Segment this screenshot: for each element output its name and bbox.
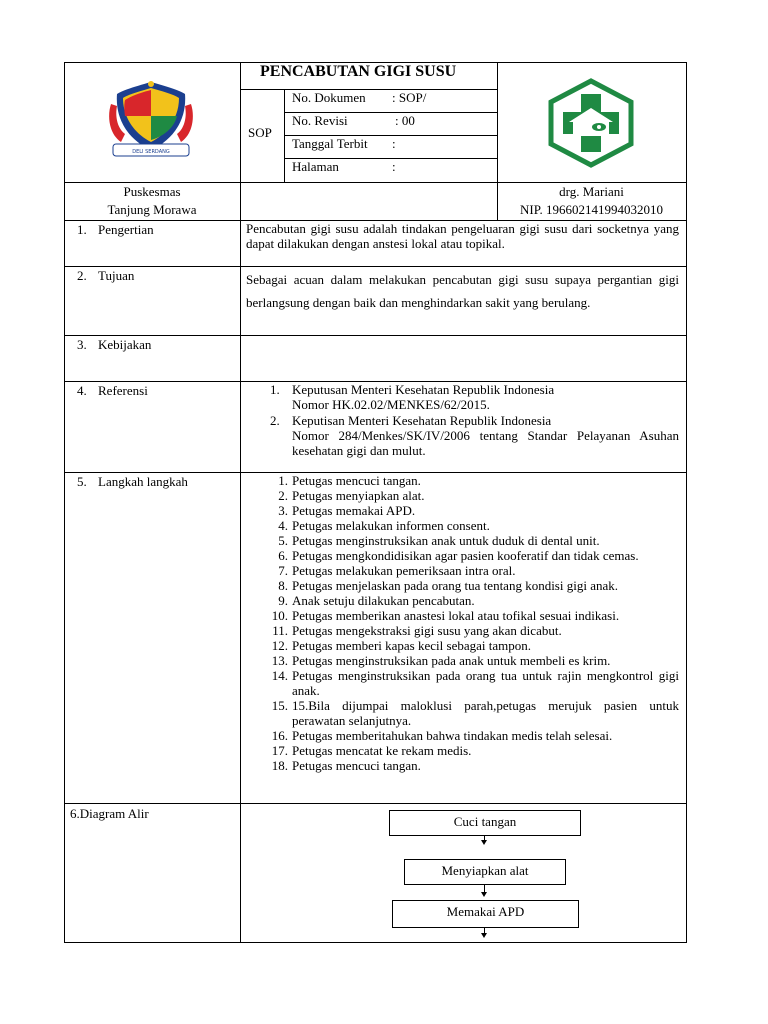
langkah-step-num: 11. xyxy=(272,623,288,638)
langkah-step-num: 18. xyxy=(271,758,288,773)
langkah-step-text: Petugas melakukan informen consent. xyxy=(292,518,490,533)
section-pengertian-label: Pengertian xyxy=(98,222,154,237)
field-no-dokumen-label: No. Dokumen xyxy=(292,90,366,105)
flow-box-cuci-tangan: Cuci tangan xyxy=(389,810,581,836)
referensi-item-1-line1: Keputusan Menteri Kesehatan Republik Indonesia xyxy=(292,382,555,397)
field-no-revisi-value: : 00 xyxy=(395,113,415,128)
field-tanggal-terbit-value: : xyxy=(392,136,396,151)
langkah-step-num: 15. xyxy=(271,698,288,713)
langkah-step xyxy=(268,638,679,653)
langkah-step-num: 8. xyxy=(278,578,288,593)
langkah-step-num: 1. xyxy=(278,473,288,488)
langkah-step-text: Petugas memberitahukan bahwa tindakan medis telah selesai. xyxy=(292,728,613,743)
langkah-step-num: 10. xyxy=(271,608,288,623)
langkah-step-num: 2. xyxy=(278,488,288,503)
section-kebijakan-label: Kebijakan xyxy=(98,337,152,352)
section-kebijakan-num: 3. xyxy=(77,337,87,352)
section-referensi-num: 4. xyxy=(77,383,87,398)
section-langkah-num: 5. xyxy=(77,474,87,489)
langkah-step-text: Petugas memakai APD. xyxy=(292,503,416,518)
langkah-step xyxy=(268,623,679,638)
langkah-list xyxy=(268,473,679,773)
langkah-step-text: Petugas mengekstraksi gigi susu yang akan dicabut. xyxy=(292,623,562,638)
langkah-step-text: Petugas mengkondidisikan agar pasien kooferatif dan tidak cemas. xyxy=(292,548,639,563)
section-tujuan-label: Tujuan xyxy=(98,268,135,283)
langkah-step-num: 6. xyxy=(278,548,288,563)
org-name-line2: Tanjung Morawa xyxy=(107,202,197,217)
langkah-step-num: 17. xyxy=(271,743,288,758)
langkah-step-num: 14. xyxy=(271,668,288,683)
langkah-step xyxy=(268,518,679,533)
border-bottom xyxy=(64,942,687,943)
sop-label: SOP xyxy=(248,125,272,140)
langkah-step-text: Petugas melakukan pemeriksaan intra oral. xyxy=(292,563,516,578)
field-halaman-label: Halaman xyxy=(292,159,339,174)
deli-serdang-emblem xyxy=(103,76,199,166)
langkah-step-text: Petugas menginstruksikan pada orang tua untuk rajin mengkontrol gigi anak. xyxy=(292,668,679,698)
langkah-step-num: 12. xyxy=(271,638,288,653)
referensi-item-2-line2: Nomor 284/Menkes/SK/IV/2006 tentang Standar Pelayanan Asuhan kesehatan gigi dan mulut. xyxy=(292,428,679,458)
section-pengertian-text: Pencabutan gigi susu adalah tindakan pengeluaran gigi susu dari socketnya yang dapat dilakukan dengan anstesi lokal atau topikal. xyxy=(246,221,679,251)
field-no-revisi-label: No. Revisi xyxy=(292,113,348,128)
flow-arrowhead-1 xyxy=(481,840,487,845)
section-pengertian-num: 1. xyxy=(77,222,87,237)
section-tujuan-num: 2. xyxy=(77,268,87,283)
langkah-step-text: 15.Bila dijumpai maloklusi parah,petugas merujuk pasien untuk perawatan selanjutnya. xyxy=(292,698,679,728)
langkah-step xyxy=(268,728,679,743)
langkah-step-num: 9. xyxy=(278,593,288,608)
row-divider-6 xyxy=(64,803,687,804)
langkah-step-text: Petugas mencuci tangan. xyxy=(292,758,421,773)
langkah-step xyxy=(268,608,679,623)
langkah-step xyxy=(268,698,679,728)
langkah-step-num: 7. xyxy=(278,563,288,578)
emblem-caption: DELI SERDANG xyxy=(132,149,170,155)
langkah-step xyxy=(268,533,679,548)
section-referensi-label: Referensi xyxy=(98,383,148,398)
langkah-step-text: Petugas menginstruksikan anak untuk duduk di dental unit. xyxy=(292,533,600,548)
langkah-step-num: 3. xyxy=(278,503,288,518)
langkah-step xyxy=(268,668,679,698)
org-name-line1: Puskesmas xyxy=(123,184,181,199)
langkah-step-num: 16. xyxy=(271,728,288,743)
langkah-step-text: Petugas menyiapkan alat. xyxy=(292,488,425,503)
field-tanggal-terbit-label: Tanggal Terbit xyxy=(292,136,368,151)
border-right xyxy=(686,62,687,943)
langkah-step xyxy=(268,578,679,593)
langkah-step-text: Anak setuju dilakukan pencabutan. xyxy=(292,593,475,608)
referensi-item-1-num: 1. xyxy=(270,382,280,397)
flow-box-memakai-apd: Memakai APD xyxy=(392,900,579,928)
emblem-star xyxy=(148,81,154,87)
row-divider-2 xyxy=(64,266,687,267)
langkah-step xyxy=(268,503,679,518)
langkah-step-text: Petugas menjelaskan pada orang tua tentang kondisi gigi anak. xyxy=(292,578,618,593)
field-no-dokumen-value: : SOP/ xyxy=(392,90,427,105)
langkah-step xyxy=(268,488,679,503)
langkah-step-text: Petugas memberikan anastesi lokal atau tofikal sesuai indikasi. xyxy=(292,608,620,623)
flow-box-menyiapkan-alat: Menyiapkan alat xyxy=(404,859,566,885)
langkah-step-text: Petugas memberi kapas kecil sebagai tampon. xyxy=(292,638,531,653)
langkah-step xyxy=(268,758,679,773)
langkah-step xyxy=(268,473,679,488)
referensi-item-2-line1: Keputisan Menteri Kesehatan Republik Indonesia xyxy=(292,413,552,428)
langkah-step xyxy=(268,548,679,563)
langkah-step xyxy=(268,743,679,758)
langkah-step xyxy=(268,653,679,668)
langkah-step-text: Petugas mencuci tangan. xyxy=(292,473,421,488)
section-tujuan-text: Sebagai acuan dalam melakukan pencabutan gigi susu supaya pergantian gigi berlangsung dengan baik dan menghindarkan sakit yang berulang. xyxy=(246,272,679,310)
title-divider xyxy=(240,89,498,90)
row-divider-3 xyxy=(64,335,687,336)
referensi-item-2-num: 2. xyxy=(270,413,280,428)
langkah-step xyxy=(268,563,679,578)
langkah-step-text: Petugas mencatat ke rekam medis. xyxy=(292,743,472,758)
langkah-step-num: 4. xyxy=(278,518,288,533)
langkah-step-num: 5. xyxy=(278,533,288,548)
section-diagram-label: 6.Diagram Alir xyxy=(70,806,149,821)
referensi-item-1-line2: Nomor HK.02.02/MENKES/62/2015. xyxy=(292,397,490,412)
flow-arrowhead-3 xyxy=(481,933,487,938)
puskesmas-logo xyxy=(547,78,635,168)
col-divider xyxy=(240,62,241,943)
field-halaman-value: : xyxy=(392,159,396,174)
section-langkah-label: Langkah langkah xyxy=(98,474,188,489)
header-divider xyxy=(64,182,687,183)
logo-pupil xyxy=(597,125,601,129)
signer-nip: NIP. 196602141994032010 xyxy=(519,202,663,217)
signer-name: drg. Mariani xyxy=(559,184,624,199)
langkah-step-num: 13. xyxy=(271,653,288,668)
flow-arrowhead-2 xyxy=(481,892,487,897)
langkah-step-text: Petugas menginstruksikan pada anak untuk membeli es krim. xyxy=(292,653,611,668)
document-title: PENCABUTAN GIGI SUSU xyxy=(260,63,457,80)
langkah-step xyxy=(268,593,679,608)
